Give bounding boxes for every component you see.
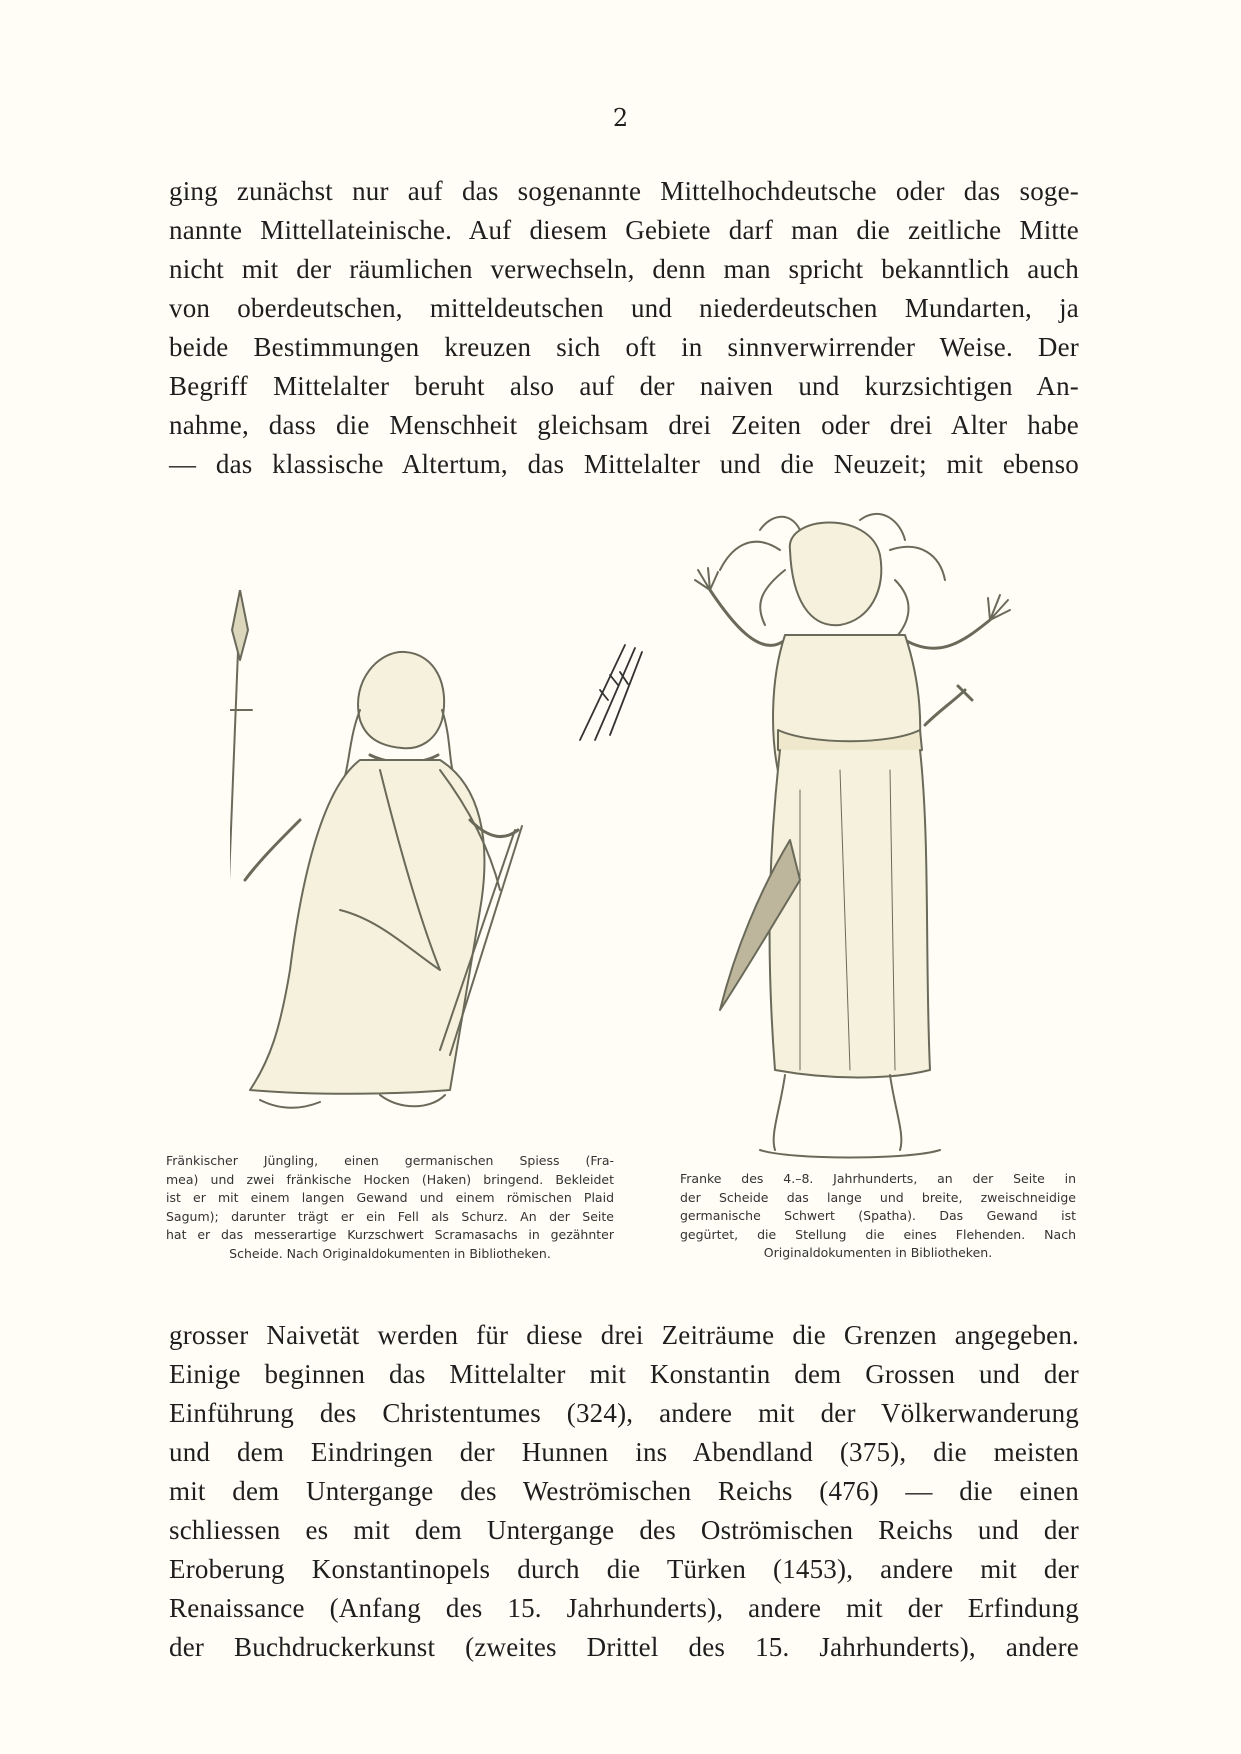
text-line: mit dem Untergange des Weströmischen Reichs (476) — die einen [169, 1476, 1079, 1506]
text-line: und dem Eindringen der Hunnen ins Abendland (375), die meisten [169, 1437, 1079, 1467]
caption-line: Fränkischer Jüngling, einen germanischen Spiess (Fra- [166, 1153, 614, 1168]
text-line: beide Bestimmungen kreuzen sich oft in sinnverwirrender Weise. Der [169, 332, 1079, 362]
caption-line: gegürtet, die Stellung die eines Flehenden. Nach [680, 1226, 1076, 1242]
caption-line: Scheide. Nach Originaldokumenten in Bibliotheken. [229, 1245, 551, 1261]
caption-left [166, 1152, 614, 1263]
text-line: schliessen es mit dem Untergange des Oströmischen Reichs und der [169, 1515, 1079, 1545]
paragraph-top [169, 172, 1079, 484]
page-number: 2 [612, 104, 629, 132]
text-line: ging zunächst nur auf das sogenannte Mittelhochdeutsche oder das soge- [169, 176, 1079, 206]
text-line: von oberdeutschen, mitteldeutschen und niederdeutschen Mundarten, ja [169, 293, 1079, 323]
text-line: nannte Mittellateinische. Auf diesem Gebiete darf man die zeitliche Mitte [169, 215, 1079, 245]
caption-line: ist er mit einem langen Gewand und einem römischen Plaid [166, 1190, 614, 1205]
paragraph-bottom [169, 1316, 1079, 1667]
caption-line: Franke des 4.–8. Jahrhunderts, an der Seite in [680, 1171, 1076, 1186]
text-line: — das klassische Altertum, das Mittelalter und die Neuzeit; mit ebenso [169, 449, 1079, 479]
text-line: nicht mit der räumlichen verwechseln, denn man spricht bekanntlich auch [169, 254, 1079, 284]
text-line: Einige beginnen das Mittelalter mit Konstantin dem Grossen und der [169, 1359, 1079, 1389]
caption-right [680, 1170, 1076, 1263]
caption-line: mea) und zwei fränkische Hocken (Haken) bringend. Bekleidet [166, 1171, 614, 1187]
illustration-frank-warrior [690, 510, 1070, 1170]
text-line: grosser Naivetät werden für diese drei Zeiträume die Grenzen angegeben. [169, 1320, 1079, 1350]
text-line: nahme, dass die Menschheit gleichsam drei Zeiten oder drei Alter habe [169, 410, 1079, 440]
text-line: Einführung des Christentumes (324), andere mit der Völkerwanderung [169, 1398, 1079, 1428]
caption-line: Sagum); darunter trägt er ein Fell als Schurz. An der Seite [166, 1208, 614, 1224]
caption-line: germanische Schwert (Spatha). Das Gewand ist [680, 1208, 1076, 1223]
illustration-frankish-youth [230, 590, 590, 1130]
caption-line: Originaldokumenten in Bibliotheken. [763, 1245, 993, 1260]
text-line: der Buchdruckerkunst (zweites Drittel des 15. Jahrhunderts), andere [169, 1632, 1079, 1662]
caption-line: der Scheide das lange und breite, zweischneidige [680, 1189, 1076, 1205]
caption-line: hat er das messerartige Kurzschwert Scramasachs in gezähnter [166, 1227, 614, 1242]
text-line: Renaissance (Anfang des 15. Jahrhunderts), andere mit der Erfindung [169, 1593, 1079, 1623]
text-line: Eroberung Konstantinopels durch die Türken (1453), andere mit der [169, 1554, 1079, 1584]
text-line: Begriff Mittelalter beruht also auf der naiven und kurzsichtigen An- [169, 371, 1079, 401]
illustration-hooks [570, 640, 650, 750]
